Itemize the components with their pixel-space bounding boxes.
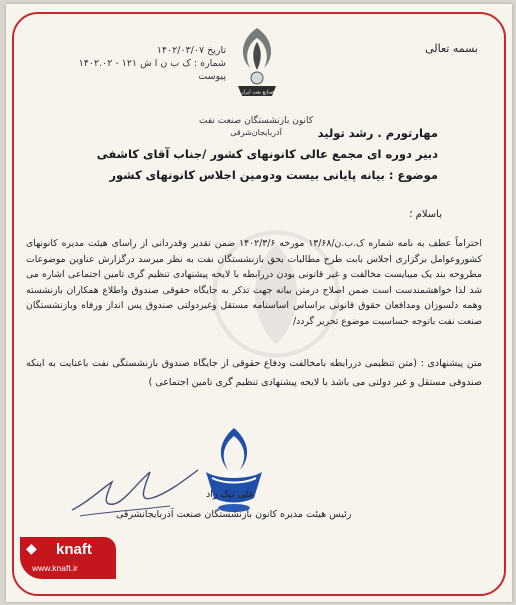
org-region: آذربایجان‌شرقی — [230, 128, 282, 137]
org-name: کانون بازنشستگان صنعت نفت — [199, 116, 313, 126]
logo-caption: صنایع نفت ایران — [240, 89, 274, 96]
knaft-name: knaft — [56, 541, 92, 558]
bismillah-heading: بسمه تعالی — [425, 42, 478, 55]
recipient-title: دبیر دوره ای مجمع عالی کانونهای کشور /جناب آقای کاشفی — [96, 147, 438, 161]
signatory-name: علی نیک زاد — [206, 489, 255, 500]
stamp-city-label: TABRIZ — [222, 472, 247, 479]
proposal-text: متن پیشنهادی : (متن تنظیمی دررابطه بامخالفت ودفاع حقوقی از جایگاه صندوق بازنشستگی نفت باعنایت به اینکه صندوقی مستقل و غیر دولتی می باشد با لایحه پیشنهادی تنظیم گری تامین اجتماعی ) — [26, 358, 482, 388]
signatory-title: رئیس هیئت مدیره کانون بازنشستگان صنعت آذربایجانشرقی — [116, 509, 352, 520]
letter-subject: موضوع : بیانه پایانی بیست ودومین اجلاس کانونهای کشور — [109, 168, 438, 182]
letter-date: تاریخ ۱۴۰۲/۰۳/۰۷ — [156, 45, 226, 56]
knaft-logo-icon: ◆ — [26, 541, 37, 557]
association-stamp — [194, 422, 274, 514]
letter-sheet — [6, 4, 512, 602]
knaft-badge — [20, 537, 116, 579]
letter-number: شماره : ک ب ن ا ش ۱۲۱ - ۱۴۰۲.۰۲ — [78, 58, 226, 69]
greeting: باسلام ؛ — [409, 209, 442, 220]
association-logo — [228, 24, 286, 104]
letter-attachment: پیوست — [198, 71, 226, 82]
knaft-url: www.knaft.ir — [32, 563, 78, 573]
recipient-name: مهارتورم . رشد تولید — [317, 126, 438, 140]
letter-body: احتراماً عطف به نامه شماره ک.ب.ن/۱۳/۶۸ مورخه ۱۴۰۲/۳/۶ ضمن تقدیر وقدردانی از راسای هیئت مدیره کانونهای کشوروعوامل برگزاری اجلاس بابت طرح مطالبات بحق بازنشستگان نفت به نظر میرسد درگزارش عناوین موضوعات مطروحه بند یک میبایست مخالفت و غیر قانونی بودن دررابطه با لایحه پیشنهادی تنظیم گری تامین اجتماعی اشاره می شد لذا خواهشمندست است ضمن اصلاح درمتن بیانه جهت تذکر به جایگاه حقوقی صندوق واطلاع همکاران بازنشسته وهمه دلسوزان ومدافعان حقوق قانونی براساس اساسنامه مستقل وغیردولتی صندوق پس انداز ورفاه وبازنشستگان صنعت نفت باتوجه حساسیت موضوع تحریر گردد/ — [26, 238, 482, 327]
letter-meta — [76, 44, 226, 83]
